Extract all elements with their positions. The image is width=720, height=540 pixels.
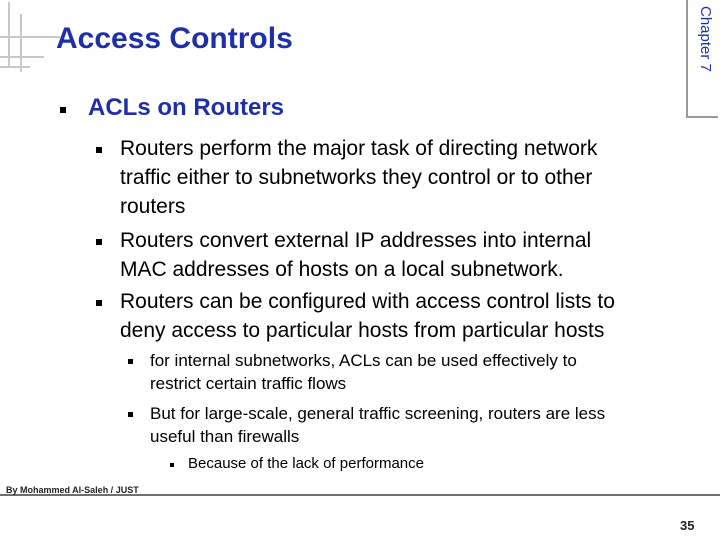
bullet-text-line: MAC addresses of hosts on a local subnetwork.	[120, 258, 564, 281]
footer-author: By Mohammed Al-Saleh / JUST	[6, 485, 139, 495]
bullet-text-line: Because of the lack of performance	[188, 455, 424, 472]
bullet-text-line: useful than firewalls	[150, 427, 300, 446]
bullet-text-line: traffic either to subnetworks they control or to other	[120, 166, 593, 189]
decorative-line	[8, 2, 10, 68]
bullet-text-line: routers	[120, 195, 186, 218]
decorative-line	[0, 66, 30, 68]
section-heading: ACLs on Routers	[88, 94, 285, 121]
bullet-text-line: restrict certain traffic flows	[150, 374, 347, 393]
bullet-text-line: deny access to particular hosts from particular hosts	[120, 319, 605, 342]
decorative-line	[0, 56, 44, 58]
decorative-line	[0, 36, 60, 38]
bullet-text-line: Routers perform the major task of directing network	[120, 137, 598, 160]
bullet-icon	[96, 239, 102, 245]
bullet-icon	[170, 463, 174, 467]
chapter-label: Chapter 7	[697, 6, 714, 72]
bullet-icon	[60, 107, 66, 113]
bullet-icon	[96, 147, 102, 153]
bullet-text-line: Routers can be configured with access control lists to	[120, 290, 615, 313]
bullet-text-line: Routers convert external IP addresses into internal	[120, 229, 592, 252]
bullet-icon	[96, 300, 102, 306]
bullet-text-line: But for large-scale, general traffic screening, routers are less	[150, 404, 606, 423]
bullet-text-line: for internal subnetworks, ACLs can be used effectively to	[150, 351, 577, 370]
page-number: 35	[680, 518, 695, 533]
bullet-icon	[128, 412, 133, 417]
slide-title: Access Controls	[56, 22, 293, 55]
bullet-icon	[128, 359, 133, 364]
decorative-line	[20, 14, 22, 72]
